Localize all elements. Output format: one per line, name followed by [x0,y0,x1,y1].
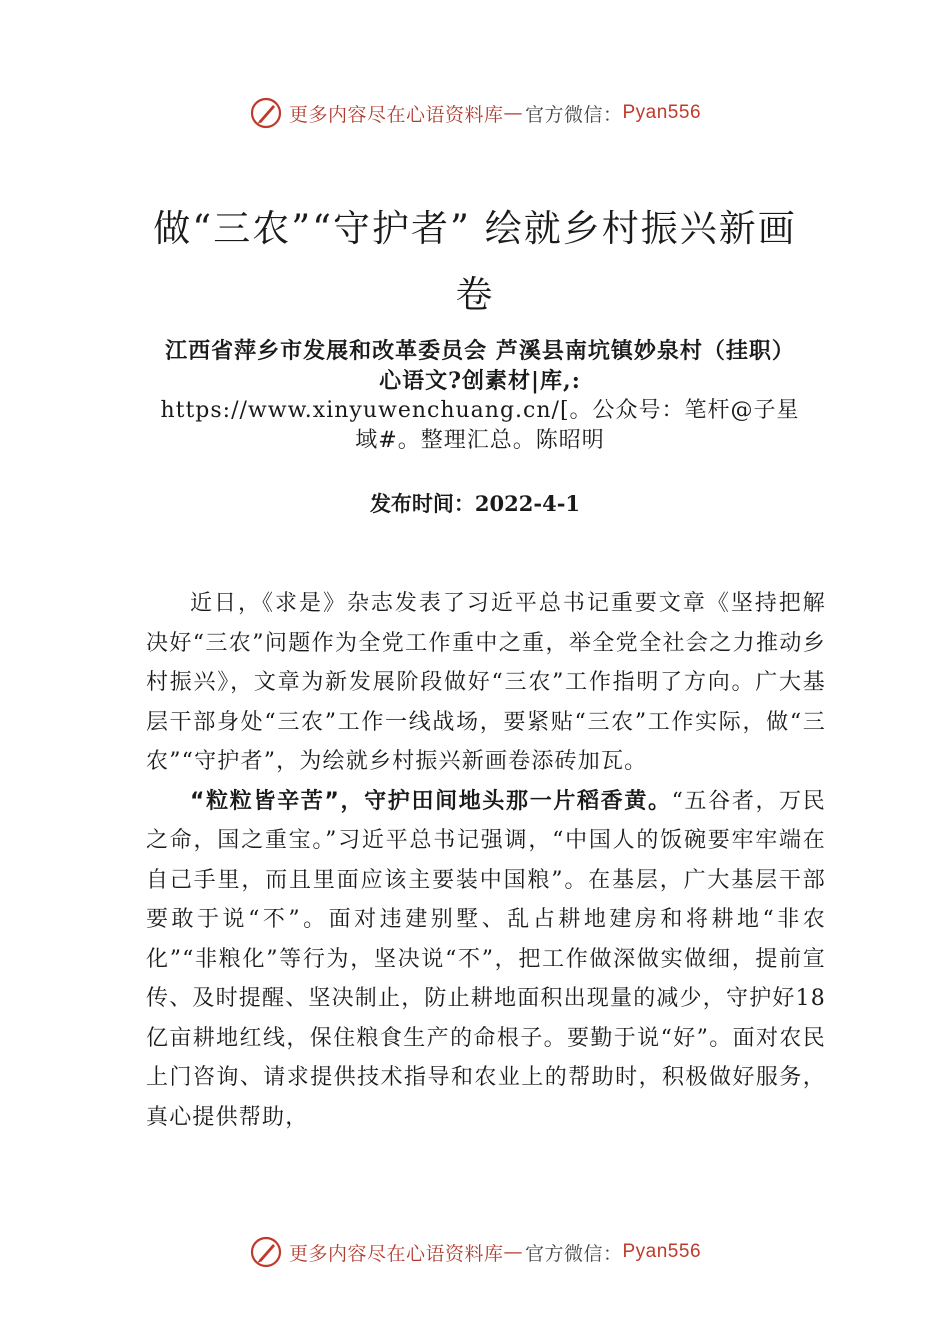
watermark-wechat-label: 官方微信： [524,1242,623,1265]
quill-pen-icon [249,96,283,130]
paragraph-1: 近日，《求是》杂志发表了习近平总书记重要文章《坚持把解决好“三农”问题作为全党工作重中之重，举全党全社会之力推动乡村振兴》，文章为新发展阶段做好“三农”工作指明了方向。广大基层干部身处“三农”工作一线战场，要紧贴“三农”工作实际，做“三农”“守护者”，为绘就乡村振兴新画卷添砖加瓦。 [146,591,826,774]
byline-author: 江西省萍乡市发展和改革委员会 芦溪县南坑镇妙泉村（挂职） 心语文?创素材|库,: [165,338,795,394]
watermark-dash: — [503,1241,523,1263]
watermark-wechat-label: 官方微信： [524,103,623,126]
paragraph-2-lead: “粒粒皆辛苦”，守护田间地头那一片稻香黄。 [190,788,672,814]
article-byline [150,336,810,456]
watermark-banner-top [0,93,950,133]
watermark-banner-bottom [0,1232,950,1272]
article-title: 做“三农”“守护者” 绘就乡村振兴新画卷 [153,207,797,316]
byline-source: https://www.xinyuwenchuang.cn/[。公众号：笔杆@子星域#。整理汇总。陈昭明 [160,398,800,453]
paragraph-2 [146,782,826,1138]
watermark-text: 更多内容尽在心语资料库 [288,1242,504,1265]
watermark-dash: — [503,102,523,124]
watermark-text: 更多内容尽在心语资料库 [288,103,504,126]
paragraph-2-body: “五谷者，万民之命，国之重宝。”习近平总书记强调，“中国人的饭碗要牢牢端在自己手里，而且里面应该主要装中国粮”。在基层，广大基层干部要敢于说“不”。面对违建别墅、乱占耕地建房和将耕地“非农化”“非粮化”等行为，坚决说“不”，把工作做深做实做细，提前宣传、及时提醒、坚决制止，防止耕地面积出现量的减少，守护好18亿亩耕地红线，保住粮食生产的命根子。要勤于说“好”。面对农民上门咨询、请求提供技术指导和农业上的帮助时，积极做好服务，真心提供帮助， [146,788,826,1130]
watermark-wechat-id: Pyan556 [622,1241,702,1262]
watermark-wechat-id: Pyan556 [622,102,702,123]
publish-date: 发布时间：2022-4-1 [369,491,581,516]
quill-pen-icon [249,1235,283,1269]
article-body [146,584,826,1137]
